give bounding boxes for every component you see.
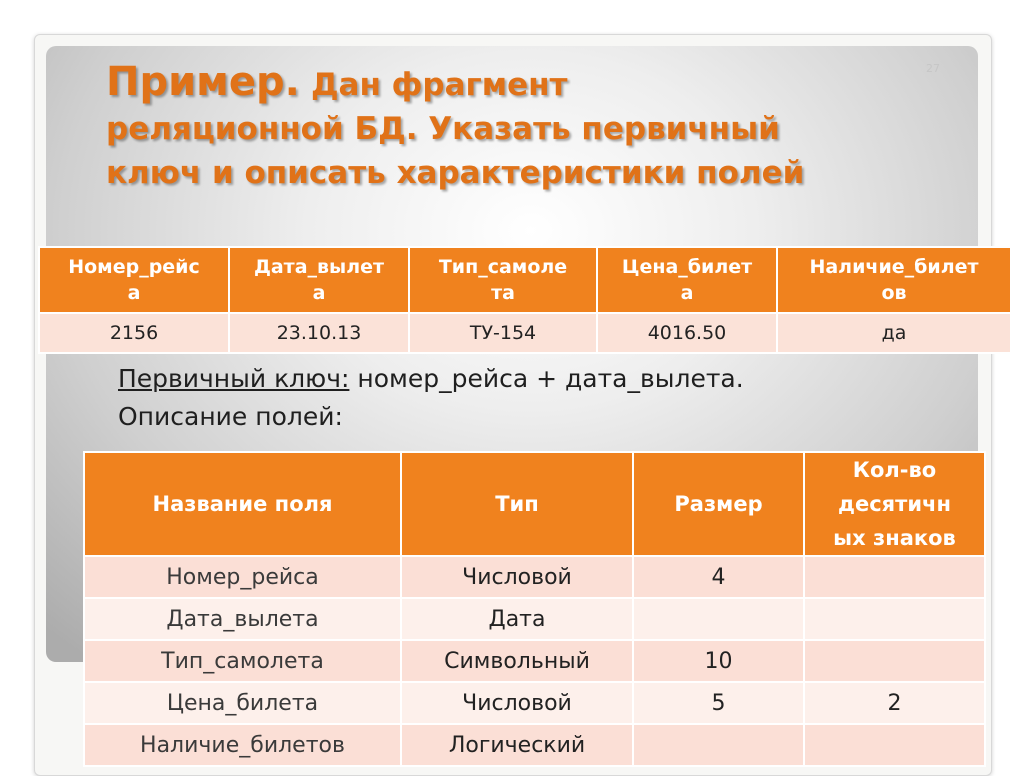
table-row: [84, 640, 985, 682]
flights-header-cell: Номер_рейс а: [39, 247, 229, 313]
title-rest: Дан фрагмент: [310, 67, 568, 103]
title-line-2: реляционной БД. Указать первичный: [106, 111, 780, 147]
field-name-cell: Номер_рейса: [84, 556, 401, 598]
field-name-cell: Цена_билета: [84, 682, 401, 724]
field-size-cell: 5: [633, 682, 804, 724]
field-type-cell: Символьный: [401, 640, 633, 682]
field-name-cell: Наличие_билетов: [84, 724, 401, 766]
field-size-cell: 10: [633, 640, 804, 682]
table-row: [84, 556, 985, 598]
primary-key-line: [118, 364, 744, 393]
flights-table: [38, 246, 1012, 354]
primary-key-value: номер_рейса + дата_вылета.: [349, 364, 744, 393]
fields-header-size: Размер: [633, 452, 804, 556]
fields-description-label: Описание полей:: [118, 402, 343, 431]
table-row: [84, 682, 985, 724]
table-row: [84, 724, 985, 766]
flights-cell-price: 4016.50: [597, 313, 777, 353]
primary-key-label: Первичный ключ:: [118, 364, 350, 393]
field-size-cell: [633, 724, 804, 766]
flights-cell-date: 23.10.13: [229, 313, 409, 353]
field-decimals-cell: [804, 640, 985, 682]
title-lead: Пример.: [106, 59, 300, 105]
flights-header-cell: Тип_самоле та: [409, 247, 597, 313]
fields-table: [83, 451, 986, 767]
field-size-cell: [633, 598, 804, 640]
field-decimals-cell: [804, 598, 985, 640]
flights-header-row: [39, 247, 1011, 313]
field-name-cell: Тип_самолета: [84, 640, 401, 682]
flights-cell-plane: ТУ-154: [409, 313, 597, 353]
field-type-cell: Числовой: [401, 682, 633, 724]
fields-header-type: Тип: [401, 452, 633, 556]
field-type-cell: Числовой: [401, 556, 633, 598]
flights-header-cell: Наличие_билет ов: [777, 247, 1011, 313]
field-decimals-cell: [804, 556, 985, 598]
fields-header-name: Название поля: [84, 452, 401, 556]
page-number: 27: [926, 62, 940, 75]
flights-data-row: [39, 313, 1011, 353]
table-row: [84, 598, 985, 640]
field-decimals-cell: 2: [804, 682, 985, 724]
flights-cell-number: 2156: [39, 313, 229, 353]
field-size-cell: 4: [633, 556, 804, 598]
title-line-3: ключ и описать характеристики полей: [106, 155, 805, 191]
field-type-cell: Дата: [401, 598, 633, 640]
fields-header-row: [84, 452, 985, 556]
field-decimals-cell: [804, 724, 985, 766]
field-name-cell: Дата_вылета: [84, 598, 401, 640]
flights-header-cell: Дата_вылет а: [229, 247, 409, 313]
field-type-cell: Логический: [401, 724, 633, 766]
flights-header-cell: Цена_билет а: [597, 247, 777, 313]
fields-header-decimals: Кол-во десятичн ых знаков: [804, 452, 985, 556]
slide-title: [106, 60, 966, 195]
flights-cell-availability: да: [777, 313, 1011, 353]
